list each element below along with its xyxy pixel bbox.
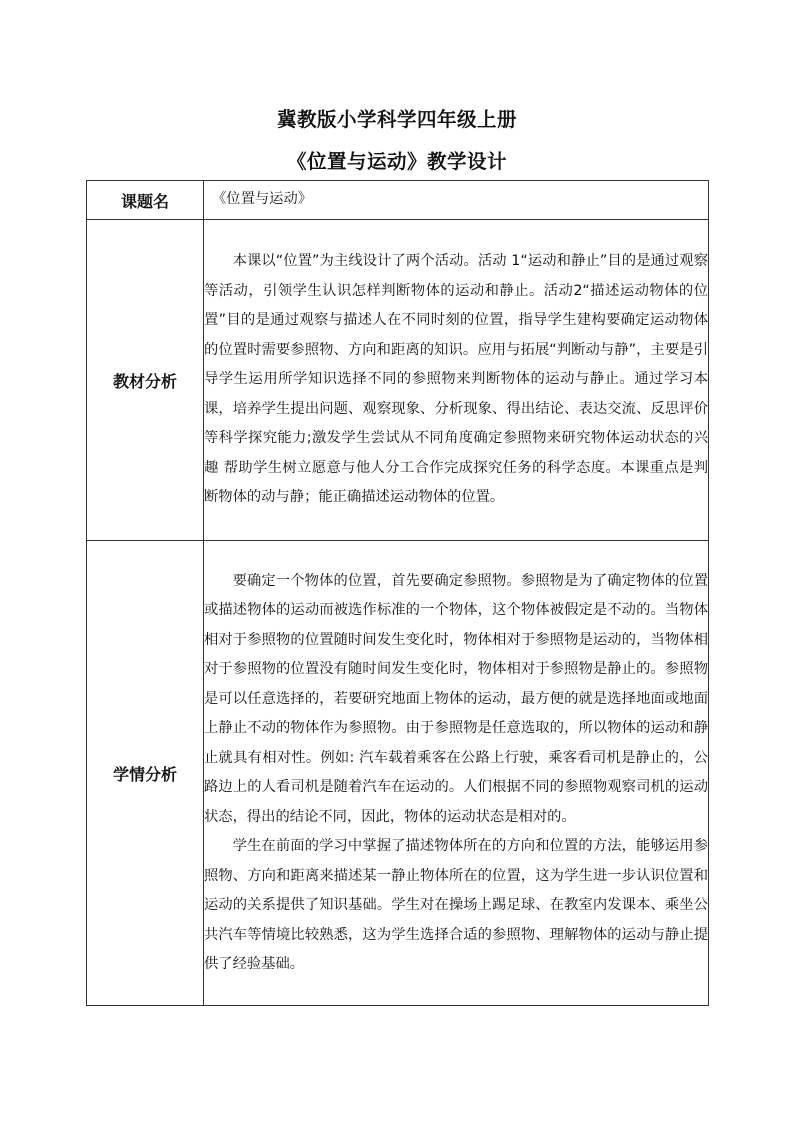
student-analysis-paragraph: 要确定一个物体的位置，首先要确定参照物。参照物是为了确定物体的位置或描述物体的运动而被选作标准的一个物体，这个物体被假定是不动的。当物体相对于参照物的位置随时间发生变化时，物体相对于参照物是运动的，当物体相对于参照物的位置没有随时间发生变化时，物体相对于参照物是静止的。参照物是可以任意选择的，若要研究地面上物体的运动，最方便的就是选择地面或地面上静止不动的物体作为参照物。由于参照物是任意选取的，所以物体的运动和静止就具有相对性。例如: 汽车载着乘客在公路上行驶，乘客看司机是静止的，公路边上的人看司机是随着汽车在运动的。人们根据不同的参照物观察司机的运动状态，得出的结论不同，因此，物体的运动状态是相对的。 (204, 572, 708, 825)
topic-value: 《位置与运动》 (204, 181, 709, 220)
table-row-textbook-analysis (87, 220, 709, 541)
textbook-analysis-paragraph: 本课以“位置”为主线设计了两个活动。活动 1“运动和静止”目的是通过观察等活动，引领学生认识怎样判断物体的运动和静止。活动2“描述运动物体的位置”目的是通过观察与描述人在不同时刻的位置，指导学生建构要确定运动物体的位置时需要参照物、方向和距离的知识。应用与拓展“判断动与静”，主要是引导学生运用所学知识选择不同的参照物来判断物体的运动与静止。通过学习本课，培养学生提出问题、观察现象、分析现象、得出结论、表达交流、反思评价等科学探究能力;激发学生尝试从不同角度确定参照物来研究物体运动状态的兴趣 帮助学生树立愿意与他人分工合作完成探究任务的科学态度。本课重点是判断物体的动与静；能正确描述运动物体的位置。 (204, 253, 708, 506)
table-row-topic (87, 181, 709, 220)
student-analysis-paragraph: 学生在前面的学习中掌握了描述物体所在的方向和位置的方法，能够运用参照物、方向和距离来描述某一静止物体所在的位置，这为学生进一步认识位置和运动的关系提供了知识基础。学生对在操场上踢足球、在教室内发课本、乘坐公共汽车等情境比较熟悉，这为学生选择合适的参照物、理解物体的运动与静止提供了经验基础。 (204, 838, 708, 972)
topic-label: 课题名 (87, 181, 204, 220)
table-row-student-analysis (87, 541, 709, 1006)
document-title: 冀教版小学科学四年级上册 (276, 108, 517, 131)
textbook-analysis-content (204, 220, 709, 541)
student-analysis-label: 学情分析 (87, 541, 204, 1006)
lesson-design-table (86, 180, 709, 1006)
student-analysis-content (204, 541, 709, 1006)
textbook-analysis-label: 教材分析 (87, 220, 204, 541)
document-subtitle: 《位置与运动》教学设计 (286, 150, 507, 173)
